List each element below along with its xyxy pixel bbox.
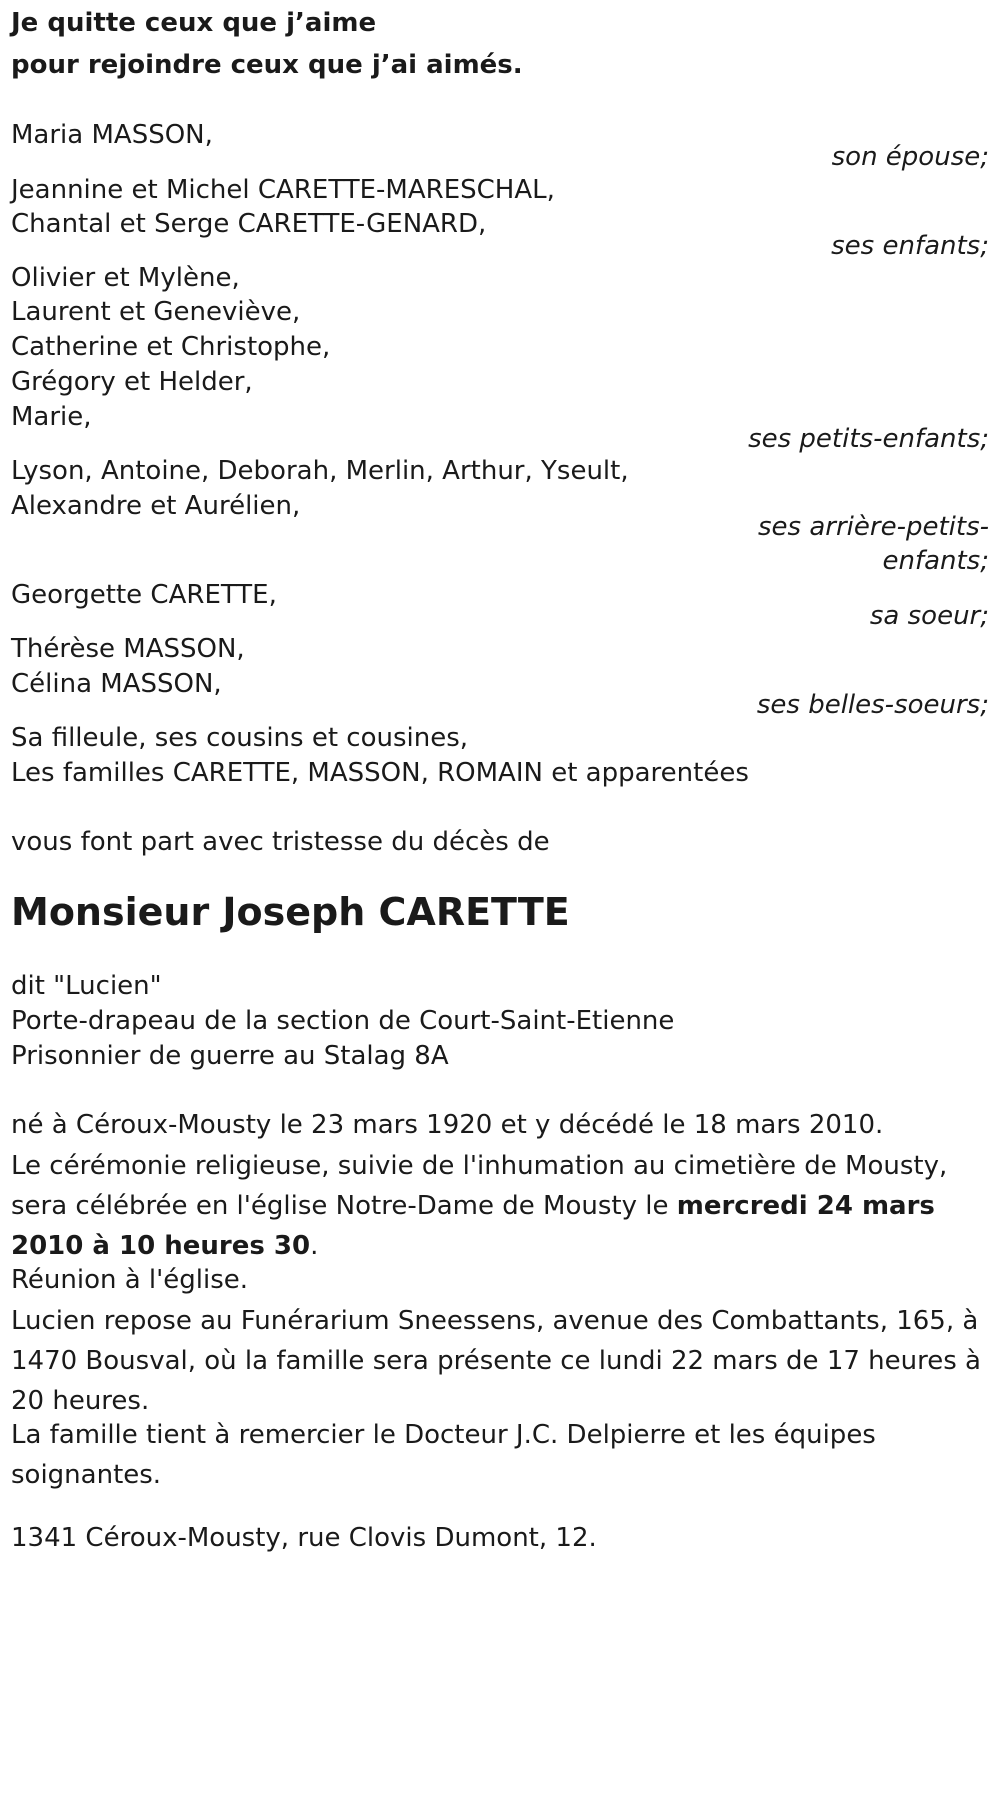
grandchild-name: Catherine et Christophe,: [11, 332, 331, 362]
child-name: Chantal et Serge CARETTE-GENARD,: [11, 209, 487, 239]
ceremony-text: Le cérémonie religieuse, suivie de l'inhumation au cimetière de Mousty, sera célébrée en l'église Notre-Dame de Mousty le: [11, 1151, 948, 1221]
announcement: vous font part avec tristesse du décès de: [11, 827, 550, 857]
thanks-text: La famille tient à remercier le Docteur J.C. Delpierre et les équipes soignantes.: [11, 1420, 876, 1490]
nickname: dit "Lucien": [11, 971, 162, 1001]
ceremony-paragraph: [11, 1146, 991, 1266]
children-role: ses enfants;: [831, 231, 989, 261]
grandchild-name: Laurent et Geneviève,: [11, 297, 301, 327]
grandchild-name: Grégory et Helder,: [11, 367, 253, 397]
birth-death: né à Céroux-Mousty le 23 mars 1920 et y décédé le 18 mars 2010.: [11, 1110, 884, 1140]
sister-name: Georgette CARETTE,: [11, 580, 277, 610]
sister-role: sa soeur;: [869, 601, 989, 631]
spouse-role: son épouse;: [831, 142, 989, 172]
funeral-home-info: Lucien repose au Funérarium Sneessens, avenue des Combattants, 165, à 1470 Bousval, où la famille sera présente ce lundi 22 mars de 17 heures à 20 heures.: [11, 1306, 981, 1416]
great-grandchildren-role-line-2: enfants;: [882, 546, 989, 576]
great-grandchildren-role-line-1: ses arrière-petits-: [758, 512, 989, 542]
great-grandchild-name: Alexandre et Aurélien,: [11, 491, 301, 521]
grandchildren-role: ses petits-enfants;: [748, 424, 989, 454]
title-prisoner: Prisonnier de guerre au Stalag 8A: [11, 1041, 449, 1071]
ceremony-end: .: [310, 1231, 319, 1261]
meeting-info: Réunion à l'église.: [11, 1265, 249, 1295]
quote-line-1: Je quitte ceux que j’aime: [11, 8, 377, 38]
other-family-line: Sa filleule, ses cousins et cousines,: [11, 723, 469, 753]
spouse-name: Maria MASSON,: [11, 120, 213, 150]
sisters-in-law-role: ses belles-soeurs;: [756, 690, 989, 720]
sister-in-law-name: Célina MASSON,: [11, 669, 222, 699]
great-grandchild-name: Lyson, Antoine, Deborah, Merlin, Arthur, Yseult,: [11, 456, 629, 486]
title-flag-bearer: Porte-drapeau de la section de Court-Saint-Etienne: [11, 1006, 675, 1036]
address: 1341 Céroux-Mousty, rue Clovis Dumont, 12.: [11, 1523, 597, 1553]
deceased-name: Monsieur Joseph CARETTE: [11, 890, 570, 934]
other-family-line: Les familles CARETTE, MASSON, ROMAIN et apparentées: [11, 758, 749, 788]
sister-in-law-name: Thérèse MASSON,: [11, 634, 245, 664]
quote-line-2: pour rejoindre ceux que j’ai aimés.: [11, 50, 523, 80]
ceremony-date: mercredi 24 mars 2010 à 10 heures 30: [11, 1191, 935, 1261]
grandchild-name: Marie,: [11, 402, 92, 432]
grandchild-name: Olivier et Mylène,: [11, 263, 240, 293]
child-name: Jeannine et Michel CARETTE-MARESCHAL,: [11, 175, 555, 205]
